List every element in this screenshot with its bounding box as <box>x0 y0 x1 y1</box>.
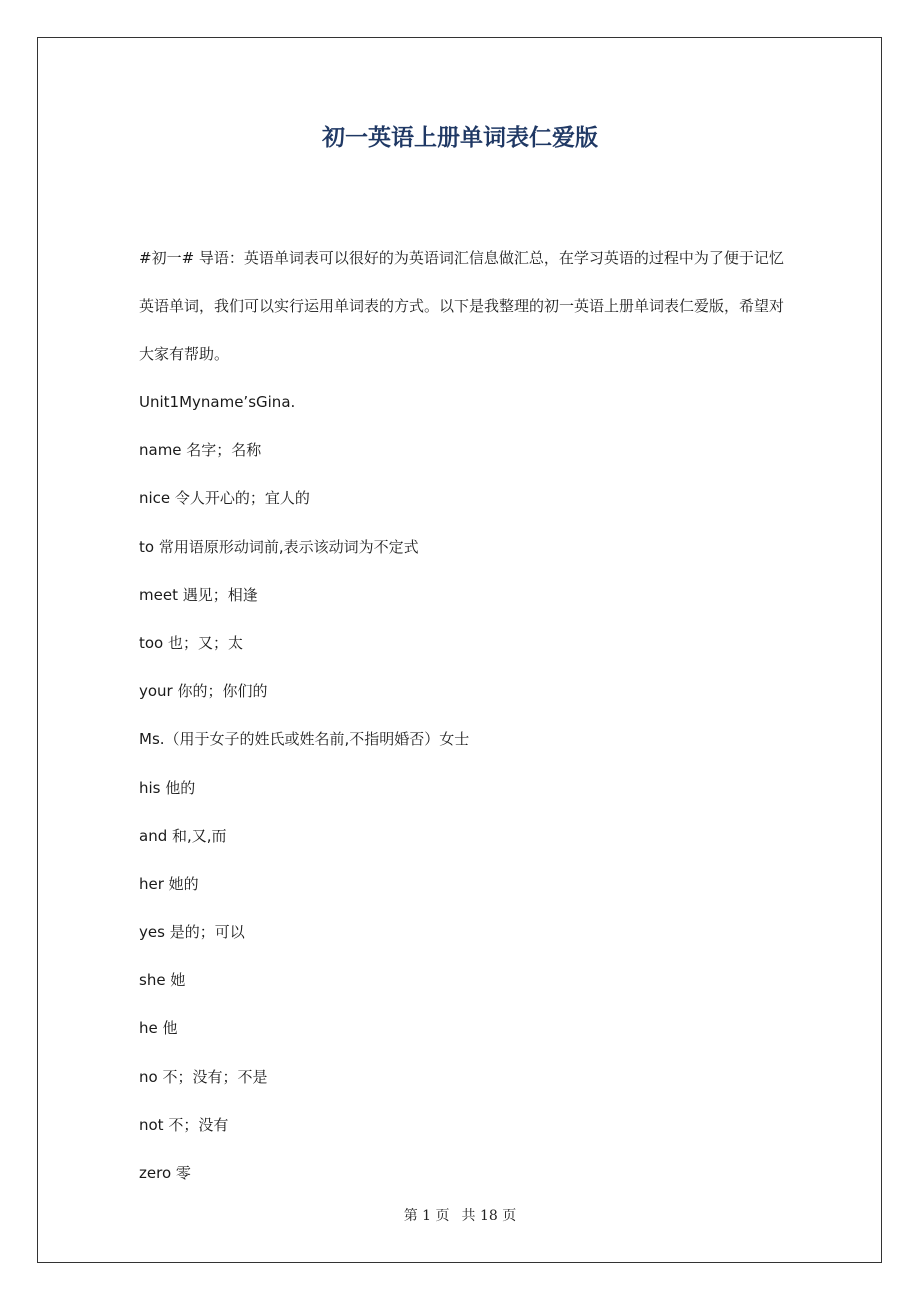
vocab-entry: zero 零 <box>139 1164 191 1182</box>
vocab-entry: meet 遇见；相逢 <box>139 585 258 604</box>
vocab-entry: nice 令人开心的；宜人的 <box>139 489 310 508</box>
vocab-entry-unit-heading: Unit1Myname’sGina. <box>139 393 296 411</box>
page-number: 第 1 页 <box>403 1208 450 1224</box>
page-total: 共 18 页 <box>461 1208 517 1224</box>
vocab-entry: to 常用语原形动词前,表示该动词为不定式 <box>139 537 419 556</box>
page-footer <box>0 1204 920 1228</box>
vocab-entry: his 他的 <box>139 778 196 797</box>
vocab-entry: your 你的；你们的 <box>139 682 268 701</box>
vocab-entry: he 他 <box>139 1019 178 1038</box>
vocab-entry: Ms.（用于女子的姓氏或姓名前,不指明婚否）女士 <box>139 730 470 749</box>
vocab-entry: yes 是的；可以 <box>139 923 245 942</box>
vocab-entry: her 她的 <box>139 874 199 893</box>
vocab-entry: she 她 <box>139 971 186 990</box>
vocab-entry: and 和,又,而 <box>139 826 227 845</box>
vocab-entry: no 不；没有；不是 <box>139 1067 268 1086</box>
vocab-entry: name 名字；名称 <box>139 441 262 460</box>
document-title: 初一英语上册单词表仁爱版 <box>322 125 598 151</box>
vocab-entry: not 不；没有 <box>139 1115 229 1134</box>
intro-paragraph: #初一# 导语：英语单词表可以很好的为英语词汇信息做汇总，在学习英语的过程中为了便于记忆英语单词，我们可以实行运用单词表的方式。以下是我整理的初一英语上册单词表仁爱版，希望对大家有帮助。 <box>139 249 785 363</box>
vocabulary-list <box>139 378 784 1197</box>
vocab-entry: too 也；又；太 <box>139 633 244 652</box>
